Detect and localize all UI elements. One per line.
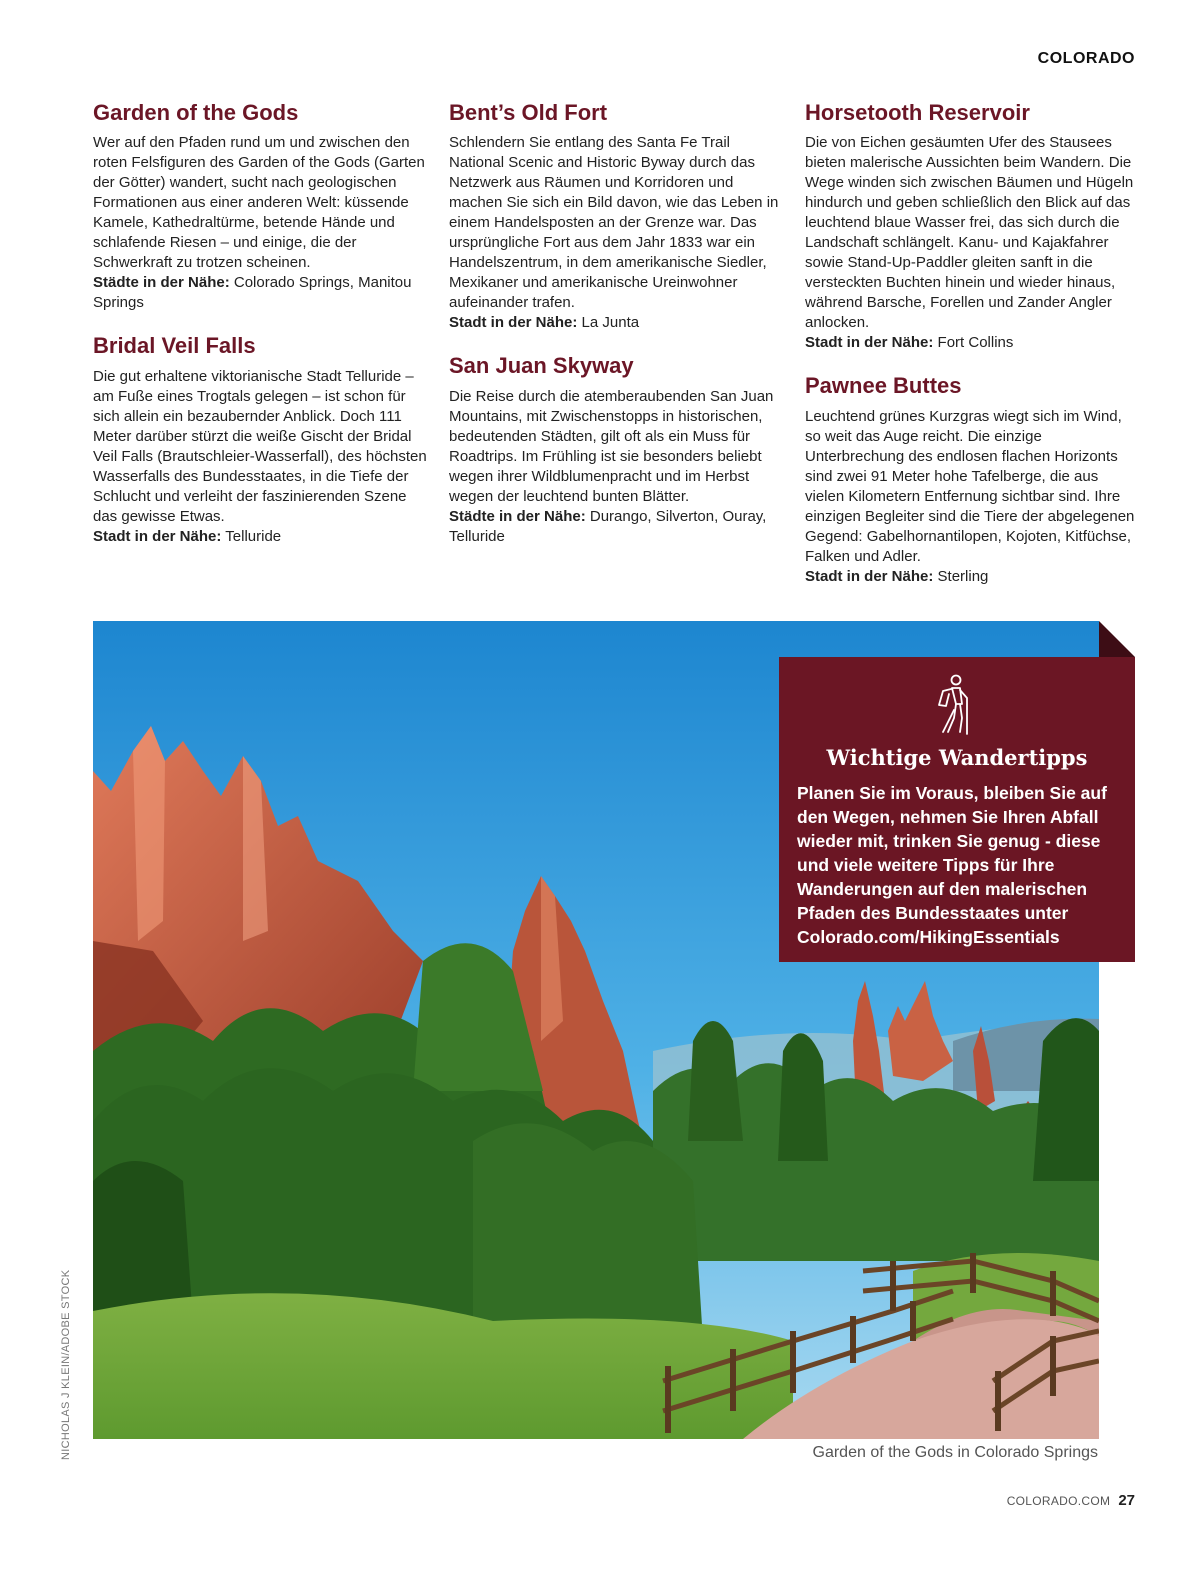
page-number: 27 [1118, 1492, 1135, 1509]
tip-box-title: Wichtige Wandertipps [826, 745, 1088, 770]
nearby-value: Durango, Silverton, Ouray, Telluride [449, 507, 767, 545]
photo-credit: NICHOLAS J KLEIN/ADOBE STOCK [60, 1269, 72, 1460]
entry-title: Horsetooth Reservoir [805, 100, 1030, 125]
article-column-2 [449, 100, 783, 567]
nearby-label: Stadt in der Nähe: [805, 567, 934, 585]
nearby-label: Städte in der Nähe: [449, 507, 586, 525]
nearby-value: La Junta [581, 314, 640, 332]
entry-bents-old-fort [449, 100, 783, 333]
nearby-label: Stadt in der Nähe: [93, 527, 222, 545]
tip-box-text: Planen Sie im Voraus, bleiben Sie auf den Wegen, nehmen Sie Ihren Abfall wieder mit, trinken Sie genug - diese und viele weitere Tipps für Ihre Wanderungen auf den malerischen Pfaden des Bundesstaates unter Colorado.com/HikingEssentials [797, 783, 1107, 947]
entry-garden-of-the-gods [93, 100, 427, 313]
nearby-label: Städte in der Nähe: [93, 274, 230, 292]
hiking-tips-box [779, 657, 1135, 962]
entry-pawnee-buttes [805, 373, 1139, 586]
entry-title: San Juan Skyway [449, 353, 634, 379]
entry-body: Wer auf den Pfaden rund um und zwischen den roten Felsfiguren des Garden of the Gods (Garten der Götter) wandert, sucht nach geologischen Formationen aus einer anderen Welt: küssende Kamele, Kathedraltürme, betende Hände und schlafende Riesen – und einige, die der Schwerkraft zu trotzen scheinen. [93, 134, 425, 272]
nearby-towns [805, 333, 1139, 353]
photo-caption: Garden of the Gods in Colorado Springs [812, 1444, 1098, 1461]
tip-box-fold [1099, 621, 1135, 657]
entry-body: Leuchtend grünes Kurzgras wiegt sich im Wind, so weit das Auge reicht. Die einzige Unterbrechung des endlosen flachen Horizonts sind zwei 91 Meter hohe Tafelberge, die aus vielen Kilometern Entfernung sichtbar sind. Ihre einzigen Begleiter sind die Tiere der abgelegenen Gegend: Gabelhornantilopen, Kojoten, Kitfüchse, Falken und Adler. [805, 407, 1135, 565]
entry-body: Die gut erhaltene viktorianische Stadt Telluride – am Fuße eines Trogtals gelegen – ist schon für sich allein ein bezaubernder Anblick. Doch 111 Meter darüber stürzt die weiße Gischt der Bridal Veil Falls (Brautschleier-Wasserfall), des höchsten Wasserfalls des Bundesstaates, in die Tiefe der Schlucht und verleiht der faszinierenden Szene das gewisse Etwas. [93, 367, 427, 525]
entry-title: Garden of the Gods [93, 100, 299, 125]
article-column-3 [805, 100, 1139, 607]
entry-body: Die von Eichen gesäumten Ufer des Stausees bieten malerische Aussichten beim Wandern. Die Wege winden sich zwischen Bäumen und Hügeln hindurch und geben schließlich den Blick auf das leuchtend blaue Wasser frei, das sich durch die Landschaft schlängelt. Kanu- und Kajakfahrer sowie Stand-Up-Paddler gleiten sanft in die versteckten Buchten hinein und wieder hinaus, während Barsche, Forellen und Zander Angler anlocken. [805, 134, 1134, 332]
entry-title: Pawnee Buttes [805, 373, 962, 399]
section-label: COLORADO [1037, 50, 1135, 67]
nearby-towns [449, 313, 783, 333]
page-footer [1007, 1492, 1135, 1509]
entry-body: Schlendern Sie entlang des Santa Fe Trail National Scenic and Historic Byway durch das Netzwerk aus Räumen und Korridoren und machen Sie sich ein Bild davon, wie das Leben in einem Handelsposten an der Grenze war. Das ursprüngliche Fort aus dem Jahr 1833 war ein Handelszentrum, in dem amerikanische Siedler, Mexikaner und amerikanische Ureinwohner aufeinander trafen. [449, 134, 779, 312]
nearby-towns [805, 567, 1139, 587]
entry-title: Bent’s Old Fort [449, 100, 608, 125]
hiker-icon [934, 674, 972, 736]
entry-body: Die Reise durch die atemberaubenden San Juan Mountains, mit Zwischenstopps in historischen, bedeutenden Städten, gilt oft als ein Muss für Roadtrips. Im Frühling ist sie besonders beliebt wegen ihrer Wildblumenpracht und im Herbst wegen der leuchtend bunten Blätter. [449, 387, 774, 505]
entry-horsetooth-reservoir [805, 100, 1139, 353]
nearby-value: Telluride [225, 527, 282, 545]
nearby-towns [93, 527, 427, 547]
entry-san-juan-skyway [449, 353, 783, 546]
entry-bridal-veil-falls [93, 333, 427, 546]
entry-title: Bridal Veil Falls [93, 333, 256, 359]
nearby-towns [449, 507, 783, 547]
footer-site: COLORADO.COM [1006, 1494, 1111, 1508]
article-column-1 [93, 100, 427, 567]
nearby-label: Stadt in der Nähe: [449, 314, 578, 332]
nearby-label: Stadt in der Nähe: [805, 334, 934, 352]
nearby-value: Sterling [937, 567, 989, 585]
nearby-towns [93, 273, 427, 313]
nearby-value: Fort Collins [937, 334, 1014, 352]
nearby-value: Colorado Springs, Manitou Springs [93, 274, 412, 312]
